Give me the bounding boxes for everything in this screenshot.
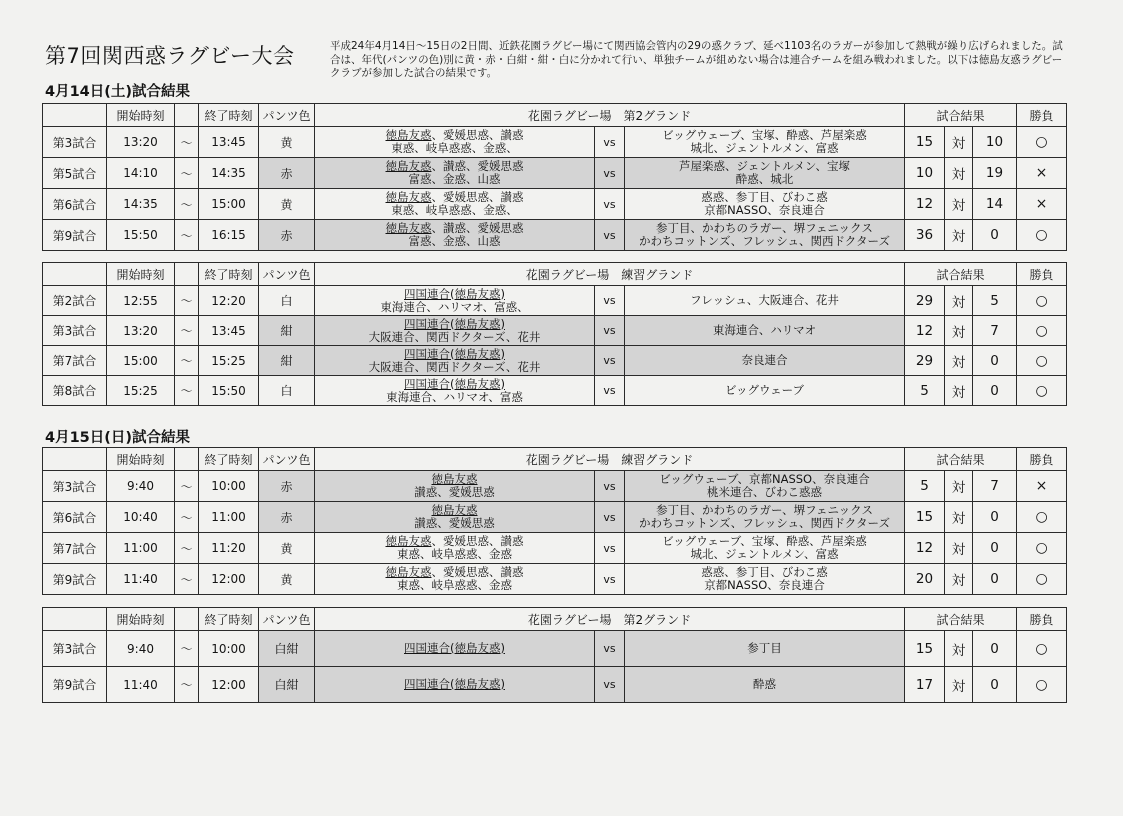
score-separator: 対	[945, 346, 973, 376]
home-teams	[315, 316, 595, 346]
header-tilde	[175, 448, 199, 471]
score-away: 5	[973, 286, 1017, 316]
end-time: 12:00	[199, 564, 259, 595]
home-teams	[315, 376, 595, 406]
home-teams-line2: 東惑、岐阜惑惑、金惑	[397, 547, 512, 561]
win-loss-mark: ○	[1017, 220, 1067, 251]
home-teams	[315, 158, 595, 189]
vs-label: vs	[595, 564, 625, 595]
away-teams	[625, 189, 905, 220]
score-home: 12	[905, 533, 945, 564]
away-teams-line2: かわちコットンズ、フレッシュ、関西ドクターズ	[639, 516, 890, 530]
table-header-row	[43, 263, 1067, 286]
home-teams-line1	[315, 318, 594, 331]
header-pants: パンツ色	[259, 104, 315, 127]
away-teams	[625, 471, 905, 502]
score-away: 0	[973, 631, 1017, 667]
tilde: ～	[175, 127, 199, 158]
away-teams-line1: フレッシュ、大阪連合、花井	[690, 293, 839, 307]
tilde: ～	[175, 316, 199, 346]
away-teams	[625, 346, 905, 376]
win-loss-mark: ○	[1017, 667, 1067, 703]
away-teams-line1: 参丁目、かわちのラガー、堺フェニックス	[656, 503, 873, 517]
home-lead-team: 四国連合(徳島友惑)	[404, 316, 505, 331]
away-teams-line2: 京都NASSO、奈良連合	[704, 203, 825, 217]
pants-color: 赤	[259, 502, 315, 533]
score-away: 0	[973, 564, 1017, 595]
win-loss-mark: ×	[1017, 471, 1067, 502]
match-number: 第2試合	[43, 286, 107, 316]
results-table-apr14-ground2	[42, 103, 1067, 251]
score-away: 14	[973, 189, 1017, 220]
table-header-row	[43, 608, 1067, 631]
home-teams-line2: 富惑、金惑、山惑	[408, 234, 501, 248]
start-time: 15:25	[107, 376, 175, 406]
pants-color: 紺	[259, 346, 315, 376]
header-tilde	[175, 608, 199, 631]
score-home: 15	[905, 631, 945, 667]
home-teams	[315, 220, 595, 251]
start-time: 11:40	[107, 564, 175, 595]
tilde: ～	[175, 376, 199, 406]
end-time: 13:45	[199, 316, 259, 346]
score-home: 12	[905, 316, 945, 346]
score-away: 0	[973, 502, 1017, 533]
match-number: 第9試合	[43, 220, 107, 251]
vs-label: vs	[595, 346, 625, 376]
start-time: 10:40	[107, 502, 175, 533]
header-result: 試合結果	[905, 608, 1017, 631]
home-teams	[315, 631, 595, 667]
pants-color: 白紺	[259, 667, 315, 703]
home-lead-team: 四国連合(徳島友惑)	[404, 641, 505, 655]
score-separator: 対	[945, 631, 973, 667]
home-teams	[315, 533, 595, 564]
match-number: 第7試合	[43, 346, 107, 376]
away-teams-line2: 桃米連合、びわこ惑惑	[707, 485, 822, 499]
score-away: 19	[973, 158, 1017, 189]
vs-label: vs	[595, 158, 625, 189]
away-teams-line1: 酔惑	[753, 677, 776, 691]
away-teams-line1: 参丁目、かわちのラガー、堺フェニックス	[656, 221, 873, 235]
tilde: ～	[175, 564, 199, 595]
home-lead-team: 徳島友惑	[385, 221, 432, 235]
end-time: 15:50	[199, 376, 259, 406]
table-row	[43, 502, 1067, 533]
score-away: 0	[973, 533, 1017, 564]
win-loss-mark: ○	[1017, 346, 1067, 376]
intro-text: 平成24年4月14日～15日の2日間、近鉄花園ラグビー場にて関西協会管内の29の惑クラブ、延べ1103名のラガーが参加して熱戦が繰り広げられました。試合は、年代(パンツの色)別に黄・赤・白紺・紺・白に分かれて行い、単独チームが組めない場合は連合チームを組み戦われました。以下は徳島友惑ラグビークラブが参加した試合の結果です。	[330, 40, 1063, 79]
away-teams	[625, 316, 905, 346]
header-match	[43, 608, 107, 631]
match-number: 第3試合	[43, 127, 107, 158]
match-number: 第9試合	[43, 564, 107, 595]
score-away: 7	[973, 471, 1017, 502]
header-venue: 花園ラグビー場 第2グランド	[315, 608, 905, 631]
start-time: 14:10	[107, 158, 175, 189]
end-time: 15:00	[199, 189, 259, 220]
table-row	[43, 316, 1067, 346]
pants-color: 黄	[259, 127, 315, 158]
home-partner-teams: 、讃惑、愛媛思惑	[431, 221, 524, 235]
tilde: ～	[175, 220, 199, 251]
end-time: 10:00	[199, 471, 259, 502]
tilde: ～	[175, 502, 199, 533]
table-row	[43, 220, 1067, 251]
match-number: 第9試合	[43, 667, 107, 703]
home-teams-line1	[315, 288, 594, 301]
score-home: 20	[905, 564, 945, 595]
win-loss-mark: ○	[1017, 631, 1067, 667]
vs-label: vs	[595, 286, 625, 316]
vs-label: vs	[595, 631, 625, 667]
score-separator: 対	[945, 471, 973, 502]
home-teams-line2: 東惑、岐阜惑惑、金惑	[397, 578, 512, 592]
home-partner-teams: 、愛媛思惑、讃惑	[431, 565, 524, 579]
away-teams-line1: 惑惑、参丁目、びわこ惑	[701, 190, 828, 204]
home-partner-teams: 、愛媛思惑、讃惑	[431, 190, 524, 204]
header-winloss: 勝負	[1017, 608, 1067, 631]
score-home: 5	[905, 471, 945, 502]
home-teams	[315, 502, 595, 533]
vs-label: vs	[595, 127, 625, 158]
pants-color: 黄	[259, 533, 315, 564]
tilde: ～	[175, 346, 199, 376]
table-row	[43, 158, 1067, 189]
score-home: 5	[905, 376, 945, 406]
score-home: 15	[905, 127, 945, 158]
header-pants: パンツ色	[259, 448, 315, 471]
start-time: 11:00	[107, 533, 175, 564]
away-teams-line1: 芦屋楽惑、ジェントルメン、宝塚	[678, 159, 850, 173]
tilde: ～	[175, 471, 199, 502]
home-teams-line2: 東惑、岐阜惑惑、金惑、	[391, 203, 518, 217]
home-lead-team: 四国連合(徳島友惑)	[404, 376, 505, 391]
score-separator: 対	[945, 376, 973, 406]
pants-color: 白	[259, 376, 315, 406]
pants-color: 赤	[259, 220, 315, 251]
header-end: 終了時刻	[199, 448, 259, 471]
header-start: 開始時刻	[107, 104, 175, 127]
vs-label: vs	[595, 316, 625, 346]
end-time: 12:00	[199, 667, 259, 703]
away-teams	[625, 376, 905, 406]
start-time: 12:55	[107, 286, 175, 316]
home-lead-team: 徳島友惑	[385, 159, 432, 173]
vs-label: vs	[595, 220, 625, 251]
home-teams-line2: 讃惑、愛媛思惑	[414, 516, 495, 530]
results-table-apr14-practice	[42, 262, 1067, 406]
match-number: 第5試合	[43, 158, 107, 189]
score-home: 10	[905, 158, 945, 189]
away-teams	[625, 533, 905, 564]
score-separator: 対	[945, 158, 973, 189]
header-result: 試合結果	[905, 448, 1017, 471]
header-venue: 花園ラグビー場 練習グランド	[315, 448, 905, 471]
header-result: 試合結果	[905, 104, 1017, 127]
home-teams-line1	[315, 678, 594, 691]
table-row	[43, 127, 1067, 158]
header-end: 終了時刻	[199, 104, 259, 127]
pants-color: 黄	[259, 564, 315, 595]
header-start: 開始時刻	[107, 448, 175, 471]
home-partner-teams: 、愛媛思惑、讃惑	[431, 534, 524, 548]
pants-color: 赤	[259, 471, 315, 502]
start-time: 13:20	[107, 127, 175, 158]
table-header-row	[43, 104, 1067, 127]
score-away: 0	[973, 220, 1017, 251]
home-teams-line2: 大阪連合、関西ドクターズ、花井	[368, 329, 541, 344]
home-teams	[315, 286, 595, 316]
home-partner-teams: 、愛媛思惑、讃惑	[431, 128, 524, 142]
score-separator: 対	[945, 127, 973, 158]
header-match	[43, 104, 107, 127]
away-teams	[625, 127, 905, 158]
home-lead-team: 徳島友惑	[431, 472, 478, 486]
table-row	[43, 631, 1067, 667]
header-end: 終了時刻	[199, 608, 259, 631]
match-number: 第6試合	[43, 189, 107, 220]
home-teams-line1	[315, 642, 594, 655]
match-number: 第8試合	[43, 376, 107, 406]
page-title: 第7回関西惑ラグビー大会	[45, 44, 295, 68]
away-teams-line1: 奈良連合	[741, 353, 788, 367]
match-number: 第3試合	[43, 471, 107, 502]
table-row	[43, 564, 1067, 595]
away-teams-line1: ビッグウェーブ	[725, 383, 805, 397]
score-separator: 対	[945, 502, 973, 533]
home-teams	[315, 564, 595, 595]
table-row	[43, 667, 1067, 703]
vs-label: vs	[595, 502, 625, 533]
end-time: 16:15	[199, 220, 259, 251]
table-header-row	[43, 448, 1067, 471]
header-tilde	[175, 263, 199, 286]
score-away: 0	[973, 376, 1017, 406]
win-loss-mark: ×	[1017, 189, 1067, 220]
score-home: 29	[905, 286, 945, 316]
results-table-apr15-practice	[42, 447, 1067, 595]
tilde: ～	[175, 631, 199, 667]
end-time: 11:20	[199, 533, 259, 564]
home-lead-team: 四国連合(徳島友惑)	[404, 677, 505, 691]
results-table-apr15-ground2	[42, 607, 1067, 703]
end-time: 15:25	[199, 346, 259, 376]
table-row	[43, 189, 1067, 220]
header-venue: 花園ラグビー場 第2グランド	[315, 104, 905, 127]
vs-label: vs	[595, 376, 625, 406]
away-teams-line1: ビッグウェーブ、京都NASSO、奈良連合	[659, 472, 870, 486]
home-teams	[315, 667, 595, 703]
match-number: 第3試合	[43, 316, 107, 346]
header-match	[43, 263, 107, 286]
pants-color: 白	[259, 286, 315, 316]
tilde: ～	[175, 286, 199, 316]
score-separator: 対	[945, 667, 973, 703]
end-time: 12:20	[199, 286, 259, 316]
end-time: 14:35	[199, 158, 259, 189]
match-number: 第7試合	[43, 533, 107, 564]
table-row	[43, 286, 1067, 316]
table-row	[43, 471, 1067, 502]
home-teams-line1	[315, 348, 594, 361]
start-time: 13:20	[107, 316, 175, 346]
table-row	[43, 346, 1067, 376]
start-time: 14:35	[107, 189, 175, 220]
score-separator: 対	[945, 286, 973, 316]
header-start: 開始時刻	[107, 263, 175, 286]
home-lead-team: 徳島友惑	[385, 565, 432, 579]
day-heading-2: 4月15日(日)試合結果	[45, 430, 191, 446]
home-lead-team: 徳島友惑	[385, 128, 432, 142]
vs-label: vs	[595, 189, 625, 220]
match-number: 第6試合	[43, 502, 107, 533]
home-teams-line2: 東海連合、ハリマオ、富惑、	[380, 299, 529, 314]
tilde: ～	[175, 189, 199, 220]
pants-color: 白紺	[259, 631, 315, 667]
win-loss-mark: ○	[1017, 286, 1067, 316]
score-separator: 対	[945, 533, 973, 564]
away-teams-line2: 城北、ジェントルメン、富惑	[690, 547, 839, 561]
score-away: 10	[973, 127, 1017, 158]
win-loss-mark: ○	[1017, 127, 1067, 158]
pants-color: 赤	[259, 158, 315, 189]
away-teams-line2: かわちコットンズ、フレッシュ、関西ドクターズ	[639, 234, 890, 248]
score-home: 29	[905, 346, 945, 376]
home-teams-line2: 富惑、金惑、山惑	[408, 172, 501, 186]
home-teams	[315, 346, 595, 376]
start-time: 15:50	[107, 220, 175, 251]
tilde: ～	[175, 158, 199, 189]
home-teams	[315, 189, 595, 220]
start-time: 9:40	[107, 471, 175, 502]
end-time: 10:00	[199, 631, 259, 667]
score-home: 36	[905, 220, 945, 251]
win-loss-mark: ○	[1017, 564, 1067, 595]
away-teams	[625, 502, 905, 533]
home-lead-team: 徳島友惑	[431, 503, 478, 517]
home-teams-line2: 東惑、岐阜惑惑、金惑、	[391, 141, 518, 155]
away-teams-line1: ビッグウェーブ、宝塚、酔惑、芦屋楽惑	[662, 534, 867, 548]
home-teams-line2: 讃惑、愛媛思惑	[414, 485, 495, 499]
away-teams	[625, 667, 905, 703]
header-tilde	[175, 104, 199, 127]
header-end: 終了時刻	[199, 263, 259, 286]
away-teams	[625, 286, 905, 316]
tilde: ～	[175, 533, 199, 564]
home-partner-teams: 、讃惑、愛媛思惑	[431, 159, 524, 173]
away-teams-line2: 酔惑、城北	[735, 172, 794, 186]
header-winloss: 勝負	[1017, 104, 1067, 127]
header-start: 開始時刻	[107, 608, 175, 631]
match-number: 第3試合	[43, 631, 107, 667]
end-time: 13:45	[199, 127, 259, 158]
score-separator: 対	[945, 189, 973, 220]
win-loss-mark: ○	[1017, 502, 1067, 533]
header-pants: パンツ色	[259, 608, 315, 631]
header-pants: パンツ色	[259, 263, 315, 286]
home-lead-team: 徳島友惑	[385, 190, 432, 204]
header-match	[43, 448, 107, 471]
home-teams-line2: 東海連合、ハリマオ、富惑	[386, 389, 523, 404]
score-separator: 対	[945, 564, 973, 595]
score-away: 0	[973, 346, 1017, 376]
away-teams-line2: 京都NASSO、奈良連合	[704, 578, 825, 592]
away-teams	[625, 564, 905, 595]
header-venue: 花園ラグビー場 練習グランド	[315, 263, 905, 286]
away-teams-line1: 惑惑、参丁目、びわこ惑	[701, 565, 828, 579]
vs-label: vs	[595, 471, 625, 502]
win-loss-mark: ×	[1017, 158, 1067, 189]
away-teams	[625, 631, 905, 667]
away-teams	[625, 220, 905, 251]
pants-color: 黄	[259, 189, 315, 220]
header-winloss: 勝負	[1017, 448, 1067, 471]
table-row	[43, 533, 1067, 564]
day-heading-1: 4月14日(土)試合結果	[45, 84, 191, 100]
win-loss-mark: ○	[1017, 376, 1067, 406]
win-loss-mark: ○	[1017, 533, 1067, 564]
away-teams-line1: 東海連合、ハリマオ	[712, 323, 817, 337]
home-lead-team: 徳島友惑	[385, 534, 432, 548]
header-result: 試合結果	[905, 263, 1017, 286]
start-time: 15:00	[107, 346, 175, 376]
score-home: 15	[905, 502, 945, 533]
home-lead-team: 四国連合(徳島友惑)	[404, 346, 505, 361]
score-separator: 対	[945, 220, 973, 251]
score-away: 0	[973, 667, 1017, 703]
away-teams-line2: 城北、ジェントルメン、富惑	[690, 141, 839, 155]
home-teams	[315, 471, 595, 502]
home-lead-team: 四国連合(徳島友惑)	[404, 286, 505, 301]
score-home: 17	[905, 667, 945, 703]
table-row	[43, 376, 1067, 406]
vs-label: vs	[595, 533, 625, 564]
home-teams	[315, 127, 595, 158]
end-time: 11:00	[199, 502, 259, 533]
tilde: ～	[175, 667, 199, 703]
score-separator: 対	[945, 316, 973, 346]
pants-color: 紺	[259, 316, 315, 346]
score-home: 12	[905, 189, 945, 220]
vs-label: vs	[595, 667, 625, 703]
away-teams	[625, 158, 905, 189]
home-teams-line2: 大阪連合、関西ドクターズ、花井	[368, 359, 541, 374]
away-teams-line1: ビッグウェーブ、宝塚、酔惑、芦屋楽惑	[662, 128, 867, 142]
win-loss-mark: ○	[1017, 316, 1067, 346]
header-winloss: 勝負	[1017, 263, 1067, 286]
start-time: 9:40	[107, 631, 175, 667]
score-away: 7	[973, 316, 1017, 346]
start-time: 11:40	[107, 667, 175, 703]
away-teams-line1: 参丁目	[747, 641, 782, 655]
home-teams-line1	[315, 378, 594, 391]
